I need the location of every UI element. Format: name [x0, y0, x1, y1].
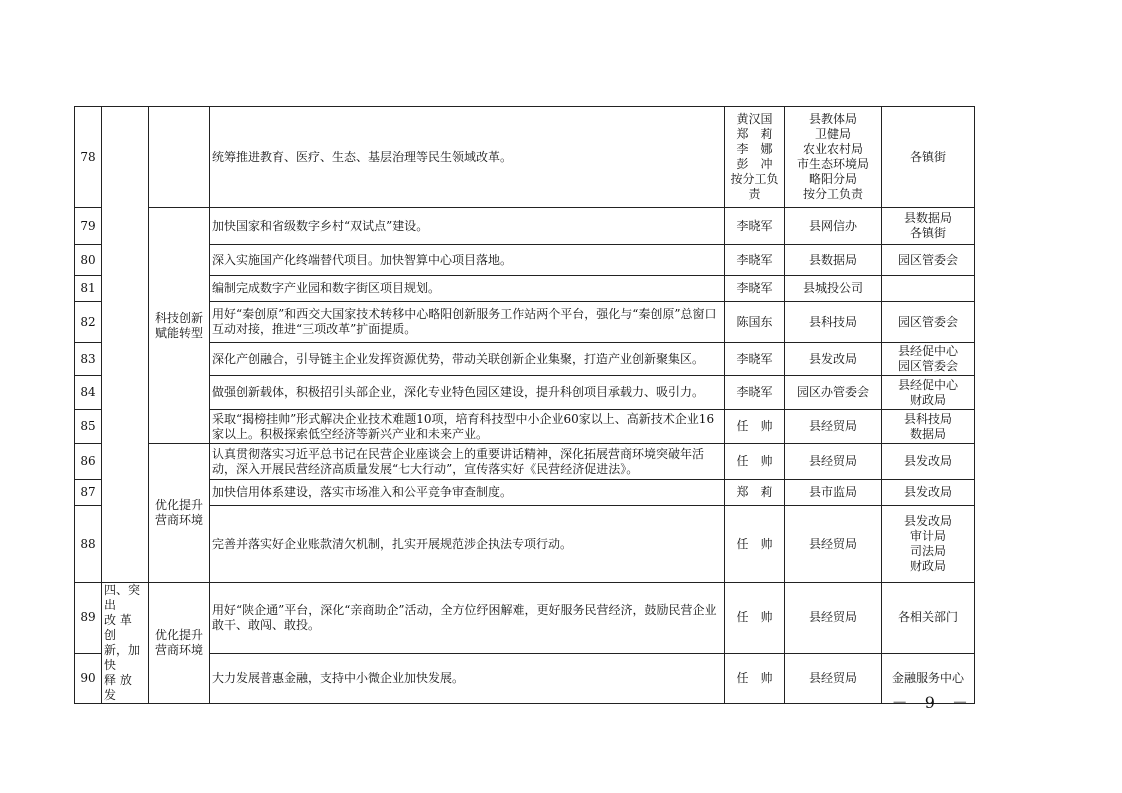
cooperating-unit: 各镇街 [882, 107, 975, 208]
cooperating-unit: 县科技局 数据局 [882, 410, 975, 444]
responsible-unit: 县城投公司 [785, 276, 882, 302]
lead-person: 李晓军 [725, 376, 785, 410]
table-row [75, 376, 975, 410]
task-table [74, 106, 975, 704]
responsible-unit: 县数据局 [785, 245, 882, 276]
task-description: 加快国家和省级数字乡村“双试点”建设。 [210, 208, 725, 245]
cooperating-unit: 园区管委会 [882, 245, 975, 276]
row-number: 89 [75, 583, 102, 654]
cooperating-unit: 县发改局 审计局 司法局 财政局 [882, 506, 975, 583]
responsible-unit: 县经贸局 [785, 444, 882, 480]
table-row [75, 583, 975, 654]
responsible-unit: 县经贸局 [785, 653, 882, 703]
table-row [75, 506, 975, 583]
cooperating-unit: 县经促中心 财政局 [882, 376, 975, 410]
responsible-unit: 县网信办 [785, 208, 882, 245]
cooperating-unit: 县数据局 各镇街 [882, 208, 975, 245]
cooperating-unit [882, 276, 975, 302]
category-major-reform: 四、突出 改 革 创 新，加快 释 放 发 [102, 583, 149, 704]
row-number: 81 [75, 276, 102, 302]
responsible-unit: 县经贸局 [785, 410, 882, 444]
task-description: 深入实施国产化终端替代项目。加快智算中心项目落地。 [210, 245, 725, 276]
table-row [75, 444, 975, 480]
lead-person: 李晓军 [725, 208, 785, 245]
table-row [75, 343, 975, 376]
lead-person: 任 帅 [725, 653, 785, 703]
task-description: 编制完成数字产业园和数字街区项目规划。 [210, 276, 725, 302]
page-number: － 9 － [891, 693, 974, 712]
category-business-environment: 优化提升 营商环境 [149, 444, 210, 583]
category-business-environment-2: 优化提升 营商环境 [149, 583, 210, 704]
lead-person: 任 帅 [725, 444, 785, 480]
task-description: 做强创新载体，积极招引头部企业，深化专业特色园区建设，提升科创项目承载力、吸引力。 [210, 376, 725, 410]
row-number: 86 [75, 444, 102, 480]
cooperating-unit: 县经促中心 园区管委会 [882, 343, 975, 376]
responsible-unit: 县科技局 [785, 302, 882, 343]
responsible-unit: 县发改局 [785, 343, 882, 376]
lead-person: 任 帅 [725, 506, 785, 583]
category-major-empty [102, 107, 149, 583]
responsible-unit: 县市监局 [785, 480, 882, 506]
lead-person: 李晓军 [725, 343, 785, 376]
table-row [75, 276, 975, 302]
responsible-unit: 县经贸局 [785, 583, 882, 654]
table-row [75, 208, 975, 245]
task-description: 用好“秦创原”和西交大国家技术转移中心略阳创新服务工作站两个平台，强化与“秦创原”总窗口互动对接，推进“三项改革”扩面提质。 [210, 302, 725, 343]
row-number: 85 [75, 410, 102, 444]
row-number: 84 [75, 376, 102, 410]
task-description: 加快信用体系建设，落实市场准入和公平竞争审查制度。 [210, 480, 725, 506]
lead-person: 李晓军 [725, 245, 785, 276]
table-row [75, 302, 975, 343]
cooperating-unit: 园区管委会 [882, 302, 975, 343]
lead-person: 黄汉国 郑 莉 李 娜 彭 冲 按分工负 责 [725, 107, 785, 208]
lead-person: 郑 莉 [725, 480, 785, 506]
responsible-unit: 县教体局 卫健局 农业农村局 市生态环境局 略阳分局 按分工负责 [785, 107, 882, 208]
category-sub-empty [149, 107, 210, 208]
task-description: 大力发展普惠金融，支持中小微企业加快发展。 [210, 653, 725, 703]
row-number: 83 [75, 343, 102, 376]
table-row [75, 107, 975, 208]
table-row [75, 410, 975, 444]
table-row [75, 480, 975, 506]
row-number: 87 [75, 480, 102, 506]
responsible-unit: 县经贸局 [785, 506, 882, 583]
cooperating-unit: 各相关部门 [882, 583, 975, 654]
row-number: 82 [75, 302, 102, 343]
cooperating-unit: 金融服务中心 [882, 653, 975, 703]
row-number: 90 [75, 653, 102, 703]
task-description: 完善并落实好企业账款清欠机制，扎实开展规范涉企执法专项行动。 [210, 506, 725, 583]
row-number: 78 [75, 107, 102, 208]
row-number: 80 [75, 245, 102, 276]
lead-person: 任 帅 [725, 410, 785, 444]
cooperating-unit: 县发改局 [882, 480, 975, 506]
row-number: 79 [75, 208, 102, 245]
table-row [75, 653, 975, 703]
row-number: 88 [75, 506, 102, 583]
table-row [75, 245, 975, 276]
lead-person: 李晓军 [725, 276, 785, 302]
task-description: 深化产创融合，引导链主企业发挥资源优势，带动关联创新企业集聚，打造产业创新聚集区。 [210, 343, 725, 376]
task-description: 认真贯彻落实习近平总书记在民营企业座谈会上的重要讲话精神，深化拓展营商环境突破年活动，深入开展民营经济高质量发展“七大行动”，宣传落实好《民营经济促进法》。 [210, 444, 725, 480]
lead-person: 任 帅 [725, 583, 785, 654]
task-description: 统筹推进教育、医疗、生态、基层治理等民生领域改革。 [210, 107, 725, 208]
cooperating-unit: 县发改局 [882, 444, 975, 480]
responsible-unit: 园区办管委会 [785, 376, 882, 410]
task-description: 采取“揭榜挂帅”形式解决企业技术难题10项，培育科技型中小企业60家以上、高新技术企业16家以上。积极探索低空经济等新兴产业和未来产业。 [210, 410, 725, 444]
lead-person: 陈国东 [725, 302, 785, 343]
category-tech: 科技创新 赋能转型 [149, 208, 210, 444]
task-description: 用好“陕企通”平台，深化“亲商助企”活动，全方位纾困解难，更好服务民营经济，鼓励民营企业敢干、敢闯、敢投。 [210, 583, 725, 654]
